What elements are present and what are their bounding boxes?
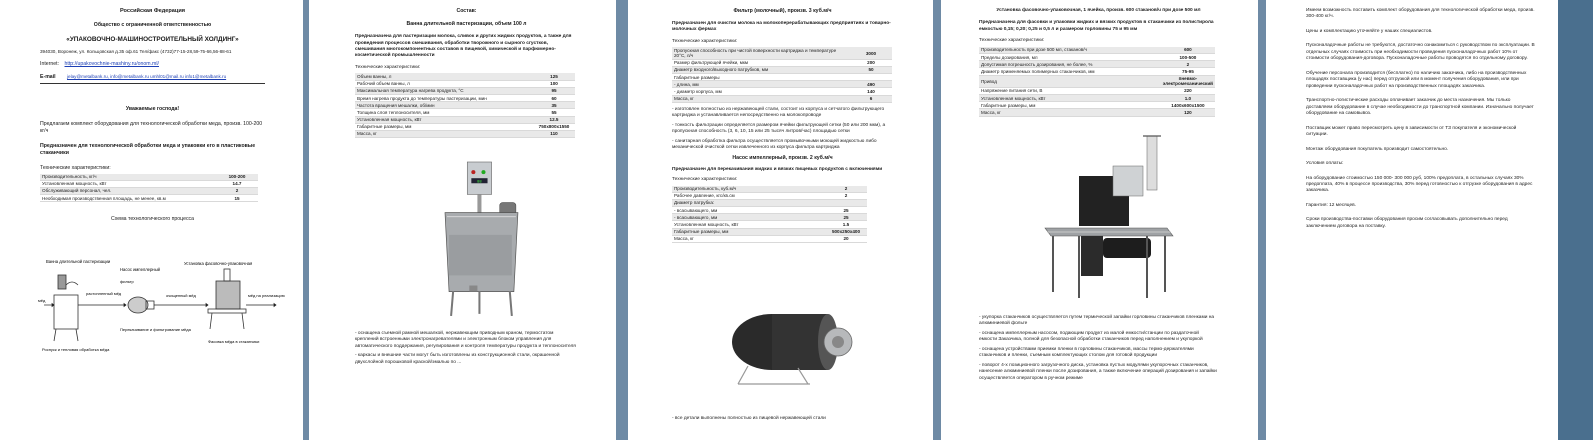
diagram-to-sale: мёд на реализацию (248, 293, 285, 298)
spec-row (979, 61, 1215, 68)
spec-row (355, 73, 575, 80)
spec-name: Размер фильтрующей ячейки, мкм (672, 59, 850, 66)
spec-value: 15 (216, 195, 258, 202)
page2-bullet-1: - оснащена съемной рамной мешалкой, нержавеющим приводным краном, термостатом креплений встроенными электронагревателями и электронным блоком управления для автоматического поддержания, регулирования и контроля температуры продукта и теплоносителя (355, 331, 576, 349)
diagram-honey-in: мёд (38, 298, 46, 303)
spec-row (355, 116, 575, 123)
station-specs-table (979, 47, 1215, 117)
email-label: E-mail (40, 74, 56, 81)
page3-bullet-2: - тонкость фильтрации определяется размером ячейки фильтрующей сетки (50 или 200 мкм), а пропускная способность (3, 6, 10, 15 или 25 тысяч литров/час) площадью сетки (672, 122, 886, 135)
spec-row (672, 47, 892, 59)
spec-row (672, 95, 892, 102)
diagram-rastop: Роспуск и тепловая обработка мёда (42, 347, 110, 352)
spec-value (825, 199, 867, 206)
internet-line (40, 61, 265, 68)
page2-specs-title: Технические характеристики: (355, 64, 421, 70)
spec-row (979, 54, 1215, 61)
spec-value: 1.5 (825, 221, 867, 228)
diagram-station-label: Установка фасовочно-упаковочная (184, 261, 253, 266)
spec-value: 6 (850, 95, 892, 102)
country-heading: Российская Федерация (119, 8, 186, 14)
spec-value: 500х250х400 (825, 228, 867, 235)
page4-intro: Предназначена для фасовки и упаковки жидких и вязких продуктов в стаканчики из полистирола емкостью 0,15; 0,20; 0,25 и 0,5 л и размером горловины 75 и 95 мм (979, 20, 1214, 32)
spec-name: Установленная мощность, кВт (979, 95, 1161, 102)
spec-row (672, 207, 867, 214)
page3-specs-title2: Технические характеристики: (672, 177, 738, 183)
spec-row (355, 123, 575, 130)
spec-name: - всасывающего, мм (672, 207, 825, 214)
spec-row (672, 66, 892, 73)
spec-value: 20 (825, 235, 867, 242)
spec-name: Напряжение питания сети, В (979, 87, 1161, 94)
page4-title: Установка фасовочно-упаковочная, 1 ячейка, произв. 600 стаканов/ч при дозе 500 мл (996, 8, 1201, 13)
email-links[interactable]: jelay@metalbank.ru, info@metalbank.ru umhl01@mail.ru info1@metalbank.ru (67, 74, 227, 80)
spec-row (979, 75, 1215, 87)
station-sketch (208, 269, 246, 329)
spec-name: Производительность, куб.м/ч (672, 186, 825, 193)
spec-name: Толщина слоя теплоносителя, мм (355, 109, 533, 116)
impeller-pump-photo (728, 300, 858, 390)
internet-label: Internet: (40, 61, 60, 68)
page5-para-3: Пусконаладочные работы не требуются, достаточно ознакомиться с руководством по эксплуатации. В отдельных случаях стоимость при необходимости проведения пусконаладочных работ 10% от стоимости оборудования-договора. Пусконаладочные работы проводятся по отдельному договору. (1306, 43, 1535, 62)
page3-title2: Насос импеллерный, произв. 2 куб.м/ч (732, 154, 833, 161)
spec-value: 750х800х1550 (533, 123, 575, 130)
spec-row (979, 87, 1215, 94)
page5-para-2: Цены и комплектацию уточняйте у наших специалистов. (1306, 28, 1433, 34)
spec-value: 55 (533, 109, 575, 116)
diagram-filter: фильтр (120, 279, 134, 284)
spec-name: Установленная мощность, кВт (355, 116, 533, 123)
spec-row (355, 80, 575, 87)
spec-row (979, 68, 1215, 75)
spec-value: 25 (825, 207, 867, 214)
page3-specs-title1: Технические характеристики: (672, 38, 738, 44)
scheme-title: Схема технологического процесса (110, 216, 195, 223)
spec-row (979, 47, 1215, 54)
spec-row (672, 88, 892, 95)
spec-value: 14.7 (216, 180, 258, 187)
spec-name: Производительность, кг/ч (40, 174, 216, 181)
spec-row (672, 73, 892, 80)
document-page-4 (941, 0, 1258, 440)
spec-row (979, 102, 1215, 109)
page2-intro: Предназначена для пастеризации молока, сливок и других жидких продуктов, а также для проведения процессов смешивания, обработки творожного и сырного сгустков, смешивания многокомпонентных составов в пищевой, химической и парфюмерно-косметической промышленности (355, 34, 572, 59)
specs-table-page2 (355, 73, 575, 138)
spec-row (979, 109, 1215, 116)
spec-row (672, 214, 867, 221)
bath-sketch (54, 275, 78, 341)
page5-para-9: На оборудование стоимостью 150 000- 300 000 руб, 100% предоплата, в остальных случаях 30% предоплата, 40% в процессе производства, 30% перед готовностью к отгрузке оборудования в адрес заказчика. (1306, 175, 1533, 194)
spec-value: 1.0 (1161, 95, 1215, 102)
page3-bullet-3: - санитарная обработка фильтра осуществляется промывочными моющей жидкостью либо механической очисткой сетки извлеченного из корпуса фильтра картриджа (672, 138, 877, 151)
spec-value: 100-200 (216, 174, 258, 181)
spec-value: 600 (1161, 47, 1215, 54)
spec-value: 100-500 (1161, 54, 1215, 61)
page4-bullets (979, 315, 1217, 385)
spec-value: 1400х600х1500 (1161, 102, 1215, 109)
spec-row (355, 87, 575, 94)
spec-name: Габаритные размеры, мм (979, 102, 1161, 109)
spec-row (355, 102, 575, 109)
spec-value: 140 (850, 88, 892, 95)
page2-title1: Состав: (456, 8, 477, 14)
spec-name: Диаметр применяемых полимерных стаканчиков, мм (979, 68, 1161, 75)
spec-name: Обслуживающий персонал, чел. (40, 187, 216, 194)
spec-value: 95 (533, 87, 575, 94)
page2-title2: Ванна длительной пастеризации, объем 100 л (406, 21, 527, 28)
page4-bullet-2: - оснащена импеллерным насосом, подающим продукт из малой емкости/станции по раздаточной емкости Заказчика, полной для безопасной обработки стаканчиков перед наполнением и укупоркой (979, 330, 1203, 343)
spec-row (40, 187, 258, 194)
diagram-clean: очищенный мёд (166, 293, 196, 298)
spec-name: - всасывающего, мм (672, 214, 825, 221)
diagram-pereka: Перекачивание и фильтрование мёда (120, 327, 191, 332)
specs-table-page1 (40, 174, 258, 203)
spec-name: Время нагрева продукта до температуры пастеризации, мин (355, 94, 533, 101)
spec-name: Привод (979, 75, 1161, 87)
spec-name: Габаритные размеры, мм (672, 228, 825, 235)
page3-intro2: Предназначен для перекачивания жидких и вязких пищевых продуктов с включениями (672, 166, 883, 172)
spec-name: Производительность при дозе 500 мл, стаканов/ч (979, 47, 1161, 54)
page2-bullet-2: - каркасы и внешние части могут быть изготовлены из конструкционной стали, окрашенной двухслойной порошковой краской/эмалью по ... (355, 353, 560, 365)
spec-name: Установленная мощность, кВт (672, 221, 825, 228)
spec-name: Диаметр входного/выходного патрубков, мм (672, 66, 850, 73)
spec-name: Рабочее давление, кгс/кв.см (672, 192, 825, 199)
spec-name: - диаметр корпуса, мм (672, 88, 850, 95)
spec-row (40, 180, 258, 187)
spec-name: Масса, кг (355, 130, 533, 137)
spec-value (850, 73, 892, 80)
spec-value: 110 (533, 130, 575, 137)
spec-value: 35 (533, 102, 575, 109)
spec-value: 50 (850, 66, 892, 73)
spec-name: Масса, кг (672, 95, 850, 102)
spec-row (672, 235, 867, 242)
page3-title1: Фильтр (молочный), произв. 3 куб.м/ч (733, 8, 832, 14)
org-type: Общество с ограниченной ответственностью (93, 21, 212, 28)
specs-title: Технические характеристики: (40, 164, 111, 171)
spec-name: Масса, кг (672, 235, 825, 242)
spec-row (40, 195, 258, 202)
pump-sketch (128, 297, 154, 313)
spec-value: 2 (216, 187, 258, 194)
spec-name: Установленная мощность, кВт (40, 180, 216, 187)
company-name: «УПАКОВОЧНО-МАШИНОСТРОИТЕЛЬНЫЙ ХОЛДИНГ» (66, 35, 239, 43)
spec-name: Диаметр патрубка: (672, 199, 825, 206)
page5-para-5: Транспортно-логистические расходы оплачивает заказчик до места назначения. Мы только доставляем оборудование в случае необходимости до транспортной компании. Изначально получает оборудование на самовывоз. (1306, 98, 1534, 117)
spec-row (672, 192, 867, 199)
spec-row (355, 130, 575, 137)
panel-display-value: 88 (477, 180, 482, 185)
filter-specs-table (672, 47, 892, 102)
greeting: Уважаемые господа! (125, 106, 180, 113)
company-address: 394030, Воронеж, ул. Кольцовская д.35 оф.61 Тел/факс (4732)77-15-28,59-75-66,56-88-61 (40, 49, 232, 55)
page4-bullet-1: - укупорка стаканчиков осуществляется путем термической запайки горловины стаканчиков пленками на алюминиевой фольге (979, 315, 1215, 327)
flow-arrows (44, 304, 276, 307)
spec-row (672, 186, 867, 193)
document-page-3 (628, 0, 933, 440)
page5-para-1: Имеем возможность поставить комплект оборудования для технологической обработки меда, произв. 300-400 кг/ч. (1306, 8, 1535, 20)
spec-row (672, 81, 892, 88)
page5-para-8: Условия оплаты: (1306, 161, 1344, 167)
spec-name: Допустимая погрешность дозирования, не более, % (979, 61, 1161, 68)
page5-para-4: Обучение персонала производится (бесплатно) по наличию заказчика, либо на производственных площадях поставщика (у нас) перед отгрузкой или в момент получения оборудования, или при проведении пусконаладочных работ на производственных площадях заказчика. (1306, 70, 1527, 89)
page4-bullet-4: - поворот 4-х позиционного загрузочного диска, установка пустых модулями укупорочных стаканчиков, нанесение алюминиевой пленки после дозирования, а также включение операций дозирования и запайки осуществляется оператором в ручном режиме (979, 362, 1217, 381)
spec-value: 120 (1161, 109, 1215, 116)
diagram-pump-label: Насос импеллерный (120, 267, 160, 272)
pump-specs-table (672, 186, 867, 244)
intended-text: Предназначен для технологической обработки меда и упаковки его в пластиковые стаканчики (40, 143, 256, 157)
diagram-bath-label: Ванна длительной пастеризации (46, 259, 111, 264)
offer-text: Предлагаем комплект оборудования для технологической обработки меда, произв. 100-200 кг/ч (40, 121, 263, 135)
page5-para-6: Поставщик может право пересмотреть цену в зависимости от ТЗ покупателя и экономической ситуации. (1306, 125, 1517, 138)
spec-value: пневмо-электромеханический (1162, 76, 1213, 87)
page5-para-11: Сроки производства-поставки оборудования просим согласовывать дополнительно перед заключением договора на поставку. (1306, 217, 1508, 229)
page3-intro1: Предназначен для очистки молока на молокоперерабатывающих предприятиях и товарно-молочных фермах (672, 21, 891, 33)
spec-row (672, 199, 867, 206)
spec-row (672, 228, 867, 235)
pasteurization-bath-photo (437, 162, 532, 324)
diagram-fasovka: Фасовка мёда в стаканчики (208, 339, 260, 344)
page5-para-7: Монтаж оборудования покупатель производит самостоятельно. (1306, 146, 1449, 152)
spec-name: Максимальная температура нагрева продукта, °С (355, 87, 533, 94)
spec-value: 200 (850, 59, 892, 66)
page2-bullets (355, 331, 578, 369)
email-line (40, 74, 265, 84)
spec-name: Объем ванны, л (355, 73, 533, 80)
diagram-rastoplen: растопленный мёд (86, 291, 122, 296)
spec-value: 60 (533, 94, 575, 101)
spec-name: Необходимая производственная площадь, не менее, кв.м (40, 195, 216, 202)
spec-value: 100 (533, 80, 575, 87)
document-page-5 (1266, 0, 1558, 440)
spec-row (672, 221, 867, 228)
spec-value: 25 (825, 214, 867, 221)
process-diagram (38, 255, 285, 365)
spec-value: 75-95 (1161, 68, 1215, 75)
page3-bullet-4: - все детали выполнены полностью из пищевой нержавеющей стали (672, 416, 826, 421)
spec-value: 2 (825, 192, 867, 199)
document-page-2 (309, 0, 616, 440)
spec-row (40, 174, 258, 181)
page5-para-10: Гарантия: 12 месяцев. (1306, 202, 1356, 208)
internet-link[interactable]: http://upakovochnie-mashiny.ru/onom.ml/ (64, 61, 159, 68)
spec-row (979, 95, 1215, 102)
page4-bullet-3: - оснащена устройствами приемки пленки в горловины стаканчиков, массы термо-держателями стаканчиков и пленки, съемным комплектующих столом для готовой продукции (979, 346, 1194, 359)
page4-specs-title: Технические характеристики: (979, 38, 1045, 44)
spec-name: Масса, кг (979, 109, 1161, 116)
spec-value: 2 (1161, 61, 1215, 68)
spec-value: 220 (1161, 87, 1215, 94)
spec-name: Пропускная способность при чистой поверхности картриджа и температуре 20°С, л/ч (672, 47, 850, 59)
spec-name: Рабочий объем ванны, л (355, 80, 533, 87)
spec-name: - длина, мм (672, 81, 850, 88)
spec-value: 2 (825, 186, 867, 193)
spec-row (355, 94, 575, 101)
page3-bullet-1: - изготовлен полностью из нержавеющей стали, состоит из корпуса и сетчатого фильтрующего картриджа и устанавливается непосредственно на молокопроводе (672, 106, 885, 119)
spec-name: Частота вращения мешалки, об/мин (355, 102, 533, 109)
spec-row (355, 109, 575, 116)
spec-row (672, 59, 892, 66)
spec-value: 3000 (850, 47, 892, 59)
spec-value: 490 (850, 81, 892, 88)
spec-name: Габаритные размеры (672, 73, 850, 80)
spec-value: 12.5 (533, 116, 575, 123)
document-page-1 (0, 0, 303, 440)
packaging-station-photo (1039, 132, 1179, 302)
spec-value: 125 (533, 73, 575, 80)
spec-name: Габаритные размеры, мм (355, 123, 533, 130)
spec-name: Пределы дозирования, мл (979, 54, 1161, 61)
